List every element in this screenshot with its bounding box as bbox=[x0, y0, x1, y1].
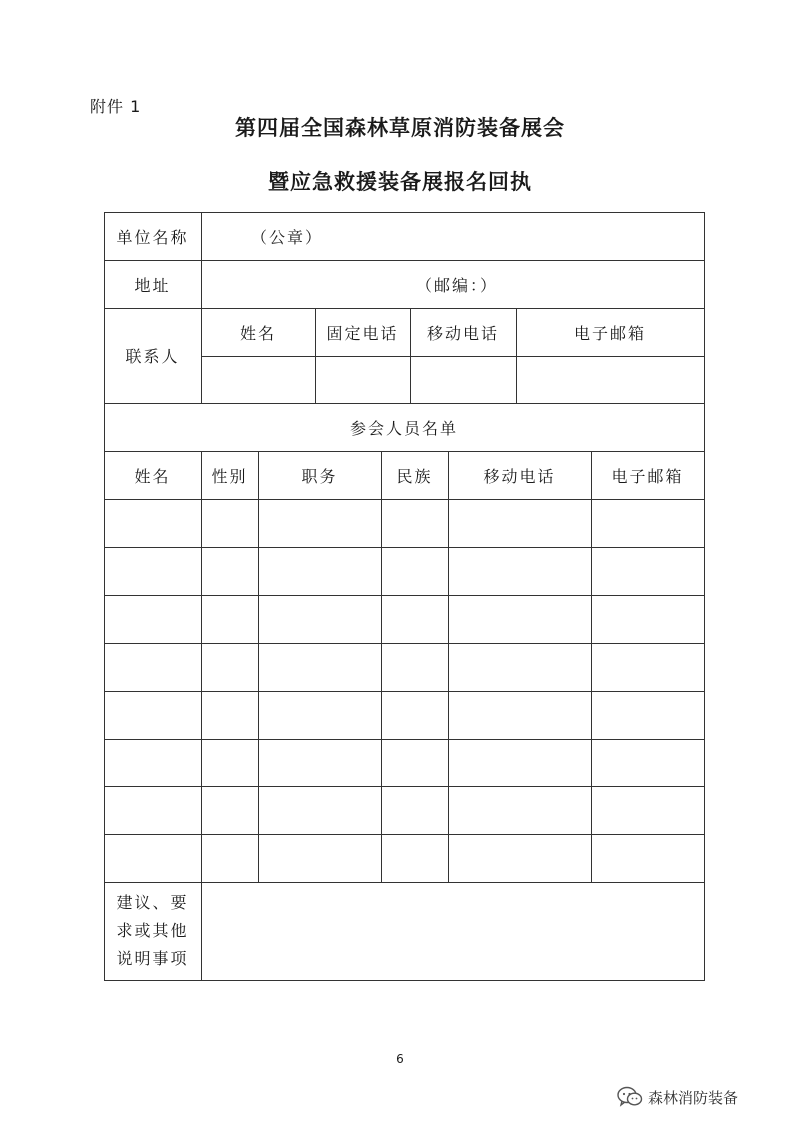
attendee-row[interactable] bbox=[104, 739, 704, 786]
contact-header-email: 电子邮箱 bbox=[573, 323, 646, 343]
table-border-bottom bbox=[104, 980, 705, 981]
unit-name-field[interactable] bbox=[201, 212, 704, 260]
notes-label bbox=[104, 882, 201, 980]
attendee-header-name: 姓名 bbox=[134, 466, 171, 486]
attendee-row[interactable] bbox=[104, 834, 704, 882]
attendee-header-email: 电子邮箱 bbox=[611, 466, 684, 486]
notes-label-line-1: 建议、要 bbox=[116, 893, 189, 912]
page-number: 6 bbox=[396, 1052, 404, 1066]
contact-header-name: 姓名 bbox=[239, 323, 276, 343]
attendee-row[interactable] bbox=[104, 643, 704, 691]
wechat-watermark bbox=[617, 1085, 787, 1109]
postcode-hint: （邮编：） bbox=[416, 275, 499, 295]
contact-header-landline: 固定电话 bbox=[326, 323, 399, 343]
wechat-icon bbox=[617, 1086, 643, 1108]
attendee-header-ethnicity: 民族 bbox=[396, 466, 433, 486]
attendee-list-title: 参会人员名单 bbox=[349, 418, 458, 438]
attendee-row[interactable] bbox=[104, 595, 704, 643]
attendee-row[interactable] bbox=[104, 786, 704, 834]
unit-name-label: 单位名称 bbox=[116, 227, 189, 247]
attendee-row[interactable] bbox=[104, 547, 704, 595]
contact-person-label: 联系人 bbox=[125, 347, 180, 366]
notes-label-line-3: 说明事项 bbox=[116, 949, 189, 968]
attachment-label: 附件 1 bbox=[90, 97, 142, 116]
official-seal-hint: （公章） bbox=[251, 227, 324, 247]
registration-form-table bbox=[104, 212, 705, 981]
contact-mobile-field[interactable] bbox=[410, 356, 516, 403]
attendee-row[interactable] bbox=[104, 691, 704, 739]
watermark-text: 森林消防装备 bbox=[648, 1088, 739, 1107]
document-title-line-2: 暨应急救援装备展报名回执 bbox=[268, 169, 532, 194]
attendee-header-mobile: 移动电话 bbox=[483, 466, 556, 486]
document-title-line-1: 第四届全国森林草原消防装备展会 bbox=[235, 115, 565, 140]
contact-landline-field[interactable] bbox=[315, 356, 410, 403]
attendee-header-position: 职务 bbox=[301, 466, 338, 486]
attendee-row[interactable] bbox=[104, 499, 704, 547]
address-field[interactable] bbox=[201, 260, 704, 308]
contact-header-mobile: 移动电话 bbox=[426, 323, 499, 343]
attendee-header-gender: 性别 bbox=[211, 466, 248, 486]
contact-name-field[interactable] bbox=[201, 356, 315, 403]
notes-field[interactable] bbox=[201, 882, 704, 980]
contact-email-field[interactable] bbox=[516, 356, 704, 403]
table-border-right bbox=[704, 212, 705, 981]
address-label: 地址 bbox=[134, 275, 171, 295]
notes-label-line-2: 求或其他 bbox=[116, 921, 189, 940]
